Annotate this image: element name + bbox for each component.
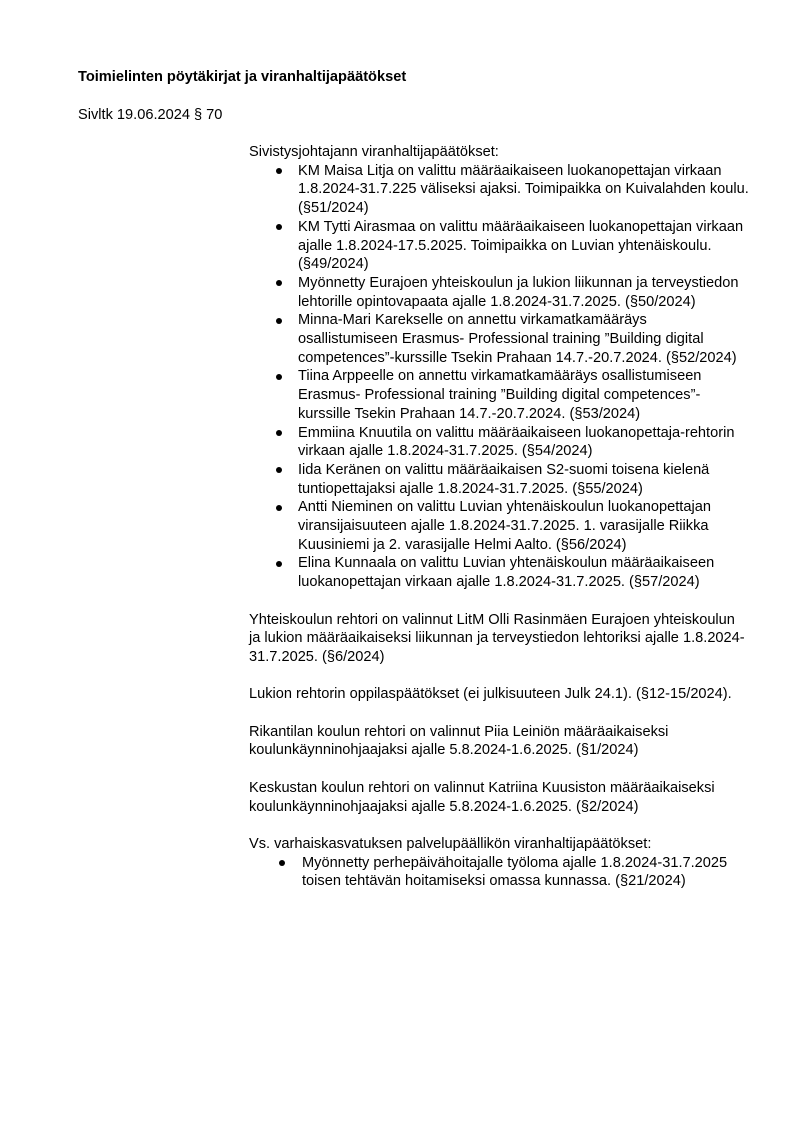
list-item: Tiina Arppeelle on annettu virkamatkamääräys osallistumiseen Erasmus- Professional training ”Building digital competences”-kurssille Tsekin Prahaan 14.7.-20.7.2024. (§53/2024) [249, 367, 749, 423]
keskusta-decision-paragraph: Keskustan koulun rehtori on valinnut Katriina Kuusiston määräaikaiseksi koulunkäynninohjaajaksi ajalle 5.8.2024-1.6.2025. (§2/2024) [249, 779, 715, 815]
list-item: Minna-Mari Karekselle on annettu virkamatkamääräys osallistumiseen Erasmus- Professional training ”Building digital competences”-kurssille Tsekin Prahaan 14.7.-20.7.2024. (§52/2024) [249, 311, 749, 367]
list-item: Iida Keränen on valittu määräaikaisen S2-suomi toisena kielenä tuntiopettajaksi ajalle 1.8.2024-31.7.2025. (§55/2024) [249, 461, 749, 498]
varhaiskasvatus-decision-list [249, 854, 749, 891]
lukio-decision-paragraph: Lukion rehtorin oppilaspäätökset (ei julkisuuteen Julk 24.1). (§12-15/2024). [249, 686, 732, 703]
varhaiskasvatus-section-title: Vs. varhaiskasvatuksen palvelupäällikön viranhaltijapäätökset: [249, 835, 652, 852]
rikantila-decision-paragraph: Rikantilan koulun rehtori on valinnut Piia Leiniön määräaikaiseksi koulunkäynninohjaajaksi ajalle 5.8.2024-1.6.2025. (§1/2024) [249, 723, 669, 759]
list-item: KM Tytti Airasmaa on valittu määräaikaiseen luokanopettajan virkaan ajalle 1.8.2024-17.5.2025. Toimipaikka on Luvian yhtenäiskoulu. (§49/2024) [249, 218, 749, 274]
yhteiskoulu-decision-paragraph: Yhteiskoulun rehtori on valinnut LitM Olli Rasinmäen Eurajoen yhteiskoulun ja lukion määräaikaiseksi liikunnan ja terveystiedon lehtoriksi ajalle 1.8.2024-31.7.2025. (§6/2024) [249, 611, 745, 665]
decisions-column [249, 143, 749, 891]
sivistysjohtaja-section-title: Sivistysjohtajann viranhaltijapäätökset: [249, 144, 499, 160]
list-item: Myönnetty perhepäivähoitajalle työloma ajalle 1.8.2024-31.7.2025 toisen tehtävän hoitamiseksi omassa kunnassa. (§21/2024) [249, 854, 749, 891]
meeting-reference: Sivltk 19.06.2024 § 70 [78, 107, 223, 123]
list-item: Antti Nieminen on valittu Luvian yhtenäiskoulun luokanopettajan viransijaisuuteen ajalle 1.8.2024-31.7.2025. 1. varasijalle Riikka Kuusiniemi ja 2. varasijalle Helmi Aalto. (§56/2024) [249, 498, 749, 554]
list-item: Elina Kunnaala on valittu Luvian yhtenäiskoulun määräaikaiseen luokanopettajan virkaan ajalle 1.8.2024-31.7.2025. (§57/2024) [249, 554, 749, 591]
page-heading: Toimielinten pöytäkirjat ja viranhaltijapäätökset [78, 69, 407, 85]
list-item: Emmiina Knuutila on valittu määräaikaiseen luokanopettaja-rehtorin virkaan ajalle 1.8.2024-31.7.2025. (§54/2024) [249, 424, 749, 461]
list-item: Myönnetty Eurajoen yhteiskoulun ja lukion liikunnan ja terveystiedon lehtorille opintovapaata ajalle 1.8.2024-31.7.2025. (§50/2024) [249, 274, 749, 311]
sivistysjohtaja-decision-list [249, 162, 749, 592]
list-item: KM Maisa Litja on valittu määräaikaiseen luokanopettajan virkaan 1.8.2024-31.7.225 väliseksi ajaksi. Toimipaikka on Kuivalahden koulu. (§51/2024) [249, 162, 749, 218]
